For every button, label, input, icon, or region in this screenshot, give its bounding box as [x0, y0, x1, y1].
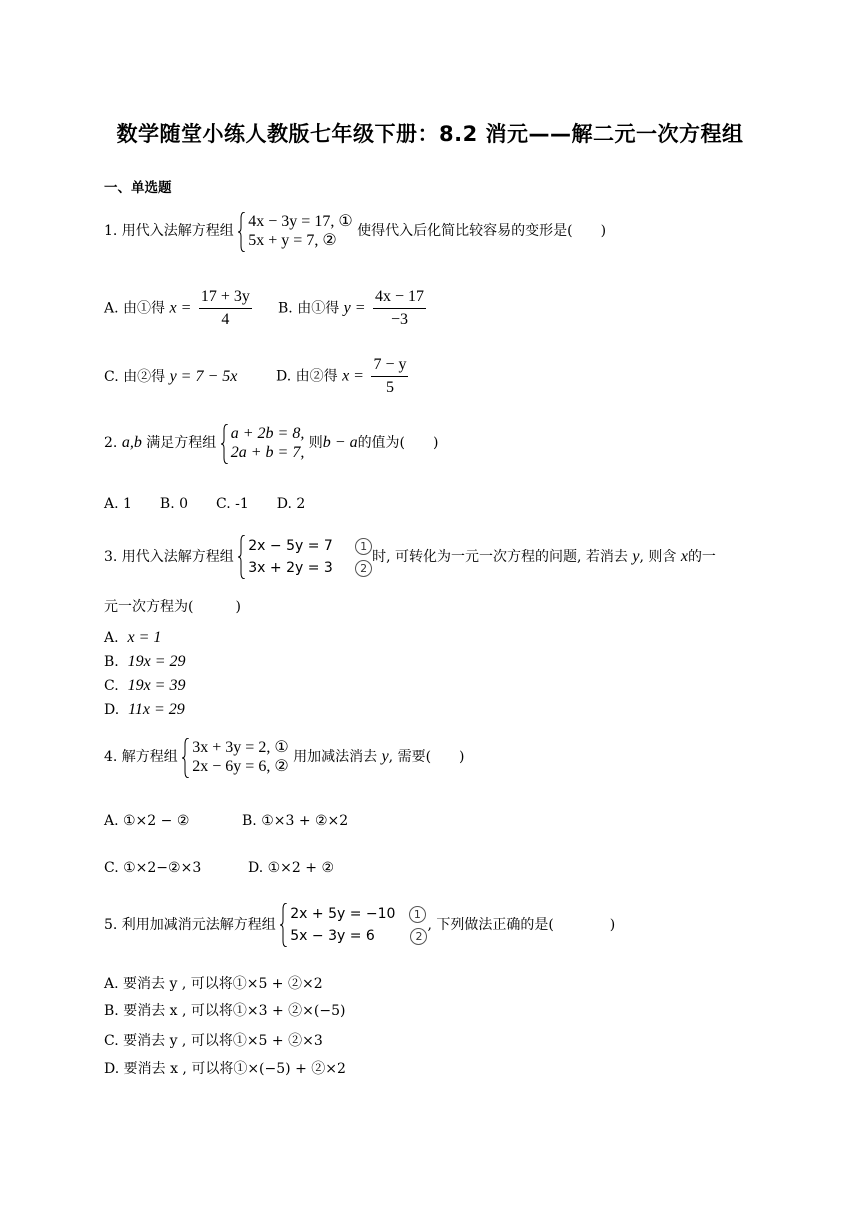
- fraction-denominator: 5: [385, 379, 394, 396]
- q1-option-a-fraction: [199, 288, 252, 329]
- q5-suffix: , 下列做法正确的是( ): [427, 917, 616, 933]
- circled-one-icon: 1: [409, 906, 426, 923]
- q4-option-d: D. ①×2 + ②: [248, 860, 334, 876]
- q3-option-b: [104, 653, 186, 671]
- section-heading: 一、单选题: [104, 180, 172, 196]
- q2-prefix: 2.: [104, 435, 122, 451]
- circled-one-icon: 1: [355, 538, 372, 555]
- q2-mid: 满足方程组: [146, 435, 217, 451]
- q1-option-a-label: A. 由①得: [104, 300, 170, 317]
- q3-prefix: 3. 用代入法解方程组: [104, 549, 234, 565]
- circled-two-icon: 2: [355, 560, 372, 577]
- q3-line-2: 元一次方程为( ): [104, 599, 241, 615]
- q3-option-c: [104, 677, 185, 695]
- q5-option-c: C. 要消去 y , 可以将①×5 + ②×3: [104, 1033, 323, 1049]
- q3-eq1: [248, 535, 372, 557]
- question-5: [104, 903, 615, 947]
- q1-option-a-var: x =: [169, 299, 192, 317]
- question-2: [104, 424, 439, 462]
- q3-option-d-expr: 11x = 29: [128, 701, 185, 718]
- q1-option-c-label: C. 由②得: [104, 369, 170, 385]
- q3-system: [238, 535, 372, 579]
- q1-option-c-expr: y = 7 − 5x: [169, 368, 238, 385]
- question-3: [104, 535, 716, 579]
- brace-icon: [221, 424, 229, 464]
- question-4: [104, 738, 465, 776]
- q1-option-a: [104, 288, 255, 329]
- brace-icon: [182, 738, 190, 778]
- q5-eq2-text: 5x − 3y = 6: [290, 928, 375, 944]
- q5-eq1-text: 2x + 5y = −10: [290, 906, 396, 922]
- q1-option-b-label: B. 由①得: [278, 300, 344, 317]
- q2-system: [221, 424, 305, 462]
- fraction-numerator: 7 − y: [371, 356, 408, 377]
- q3-option-a-expr: x = 1: [127, 629, 162, 646]
- q5-option-a: A. 要消去 y , 可以将①×5 + ②×2: [104, 976, 323, 992]
- q1-option-b-fraction: [373, 288, 426, 329]
- q1-eq2: 5x + y = 7, ②: [248, 232, 337, 249]
- q1-option-d: [276, 356, 411, 397]
- q5-eq2: [290, 925, 427, 947]
- fraction-numerator: 4x − 17: [373, 288, 426, 309]
- brace-icon: [280, 903, 288, 947]
- q2-then: 则: [308, 435, 323, 451]
- q1-option-d-label: D. 由②得: [276, 368, 343, 385]
- q2-options: A. 1 B. 0 C. -1 D. 2: [104, 496, 306, 512]
- q2-vars: a,b: [121, 434, 142, 451]
- q3-eq2: [248, 557, 372, 579]
- fraction-numerator: 17 + 3y: [199, 288, 252, 309]
- q4-eq1: 3x + 3y = 2, ①: [192, 739, 289, 756]
- circled-two-icon: 2: [410, 928, 427, 945]
- fraction-denominator: 4: [221, 311, 230, 328]
- q1-option-b: [278, 288, 429, 329]
- q3-suffix-c: 的一: [687, 549, 716, 565]
- q1-option-d-fraction: [371, 356, 408, 397]
- q3-eq2-text: 3x + 2y = 3: [248, 560, 333, 576]
- q4-eq2: 2x − 6y = 6, ②: [192, 758, 289, 775]
- q3-suffix-a: 时, 可转化为一元一次方程的问题, 若消去: [372, 549, 628, 565]
- q5-prefix: 5. 利用加减消元法解方程组: [104, 917, 276, 933]
- fraction-denominator: −3: [391, 311, 409, 328]
- q5-eq1: [290, 903, 427, 925]
- brace-icon: [238, 535, 246, 579]
- q4-var-y: y: [381, 748, 389, 765]
- question-1: [104, 212, 606, 250]
- q1-system: [238, 212, 352, 250]
- q3-suffix-b: , 则含: [639, 549, 677, 565]
- q1-eq1: 4x − 3y = 17, ①: [248, 213, 353, 230]
- q3-eq1-text: 2x − 5y = 7: [248, 538, 333, 554]
- q3-option-d-label: D.: [104, 702, 120, 718]
- q2-eq1: a + 2b = 8,: [230, 425, 305, 442]
- q3-var-x: x: [680, 548, 688, 565]
- q1-suffix: 使得代入后化简比较容易的变形是( ): [357, 223, 607, 239]
- q1-option-b-var: y =: [343, 299, 366, 317]
- q3-var-y: y: [632, 548, 640, 565]
- q4-option-c: C. ①×2−②×3: [104, 860, 202, 876]
- q3-option-a: [104, 629, 161, 647]
- q3-option-d: [104, 701, 185, 719]
- q1-prefix: 1. 用代入法解方程组: [104, 223, 234, 239]
- q1-option-d-var: x =: [342, 367, 364, 385]
- q3-option-a-label: A.: [104, 630, 119, 646]
- q2-suffix: 的值为( ): [357, 435, 439, 451]
- q4-option-b: B. ①×3 + ②×2: [242, 813, 349, 829]
- q5-system: [280, 903, 427, 947]
- q3-option-c-expr: 19x = 39: [127, 677, 186, 694]
- q5-option-d: D. 要消去 x , 可以将①×(−5) + ②×2: [104, 1061, 346, 1077]
- brace-icon: [238, 212, 246, 252]
- q4-suffix-b: , 需要( ): [388, 749, 465, 765]
- q3-option-b-label: B.: [104, 654, 119, 670]
- page-title: 数学随堂小练人教版七年级下册：8.2 消元——解二元一次方程组: [116, 122, 744, 146]
- q2-eq2: 2a + b = 7,: [230, 444, 305, 461]
- q4-option-a: A. ①×2 − ②: [104, 813, 190, 829]
- q1-option-c: [104, 366, 237, 386]
- q4-suffix-a: 用加减法消去: [293, 749, 378, 765]
- q3-option-c-label: C.: [104, 678, 119, 694]
- q3-option-b-expr: 19x = 29: [127, 653, 186, 670]
- q2-expr: b − a: [322, 434, 358, 451]
- q5-option-b: B. 要消去 x , 可以将①×3 + ②×(−5): [104, 1003, 346, 1019]
- q4-system: [182, 738, 288, 776]
- q4-prefix: 4. 解方程组: [104, 749, 178, 765]
